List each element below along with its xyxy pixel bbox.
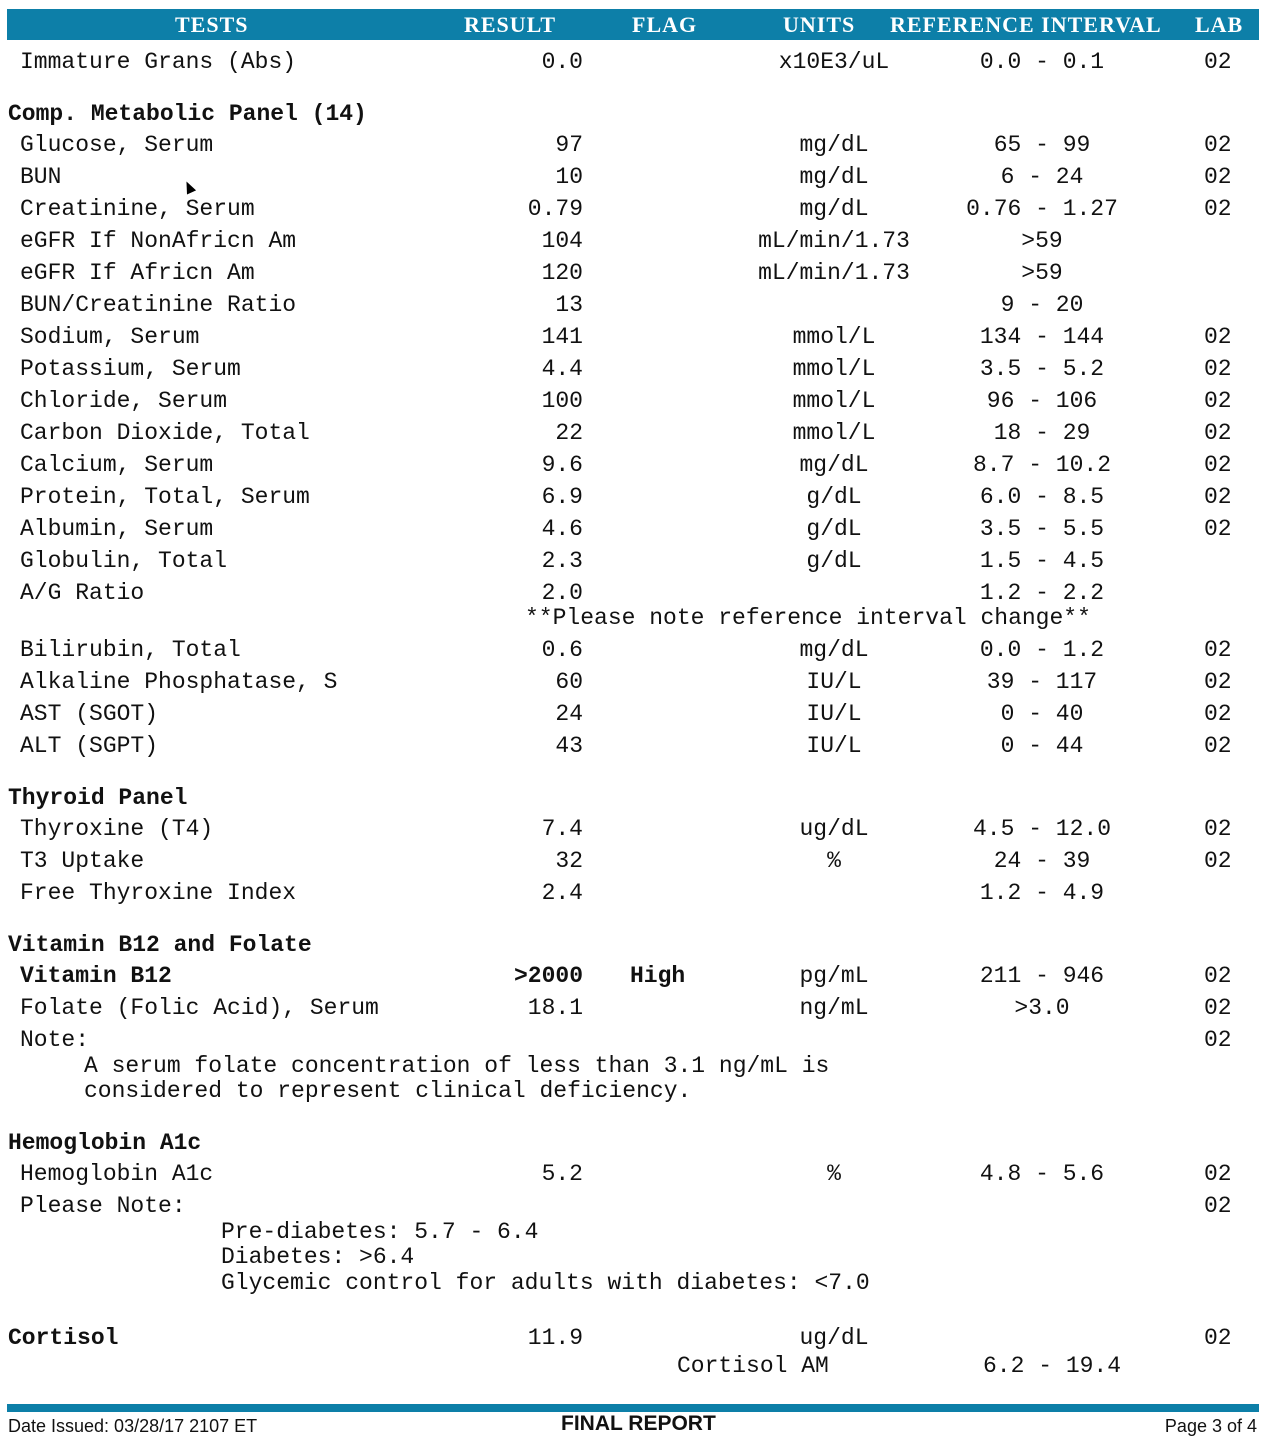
result-value: >2000 [513,963,583,989]
lab-code: 02 [1204,733,1232,759]
reference-interval: >59 [1021,228,1063,254]
table-row [0,635,1269,665]
result-value: 141 [541,324,583,350]
units-value: ug/dL [799,1325,869,1351]
result-value: 43 [555,733,583,759]
reference-interval: 211 - 946 [979,963,1105,989]
test-name: Bilirubin, Total [20,637,241,663]
units-value: mg/dL [799,132,869,158]
header-tests: TESTS [175,12,249,37]
reference-interval: 1.2 - 4.9 [979,880,1105,906]
reference-interval: >3.0 [1014,995,1070,1021]
note-text: Diabetes: >6.4 [221,1244,415,1270]
units-value: IU/L [806,733,862,759]
units-value: x10E3/uL [778,49,890,75]
lab-code: 02 [1204,420,1232,446]
units-value: mg/dL [799,452,869,478]
table-row [0,226,1269,256]
test-name: eGFR If Africn Am [20,260,255,286]
table-header [7,9,1259,40]
result-value: 4.6 [541,516,583,542]
test-name: Folate (Folic Acid), Serum [20,995,379,1021]
section-heading [0,99,1269,129]
reference-interval: 4.5 - 12.0 [972,816,1112,842]
reference-interval: 9 - 20 [1000,292,1084,318]
units-value: mmol/L [792,420,876,446]
reference-interval: 39 - 117 [986,669,1098,695]
test-name: ALT (SGPT) [20,733,159,759]
table-row [0,258,1269,288]
test-name: T3 Uptake [20,848,145,874]
table-row [0,731,1269,761]
note-text: Pre-diabetes: 5.7 - 6.4 [221,1219,539,1245]
units-value: mL/min/1.73 [758,228,910,254]
test-name: eGFR If NonAfricn Am [20,228,297,254]
table-row [0,814,1269,844]
units-value: mg/dL [799,637,869,663]
units-value: pg/mL [799,963,869,989]
units-value: % [827,1161,841,1187]
test-name: Alkaline Phosphatase, S [20,669,338,695]
note-line [0,603,1269,633]
lab-code: 02 [1204,484,1232,510]
note-line [0,1076,1269,1106]
units-value: mg/dL [799,164,869,190]
section-title: Hemoglobin A1c [8,1130,202,1156]
table-row [0,450,1269,480]
lab-code: 02 [1204,848,1232,874]
result-value: 22 [555,420,583,446]
lab-code: 02 [1204,164,1232,190]
header-flag: FLAG [632,12,698,37]
result-value: 0.0 [541,49,583,75]
test-name: BUN/Creatinine Ratio [20,292,297,318]
reference-interval: >59 [1021,260,1063,286]
footer-bar [7,1404,1259,1412]
reference-interval: 0 - 40 [1000,701,1084,727]
lab-code: 02 [1204,995,1232,1021]
units-value: mL/min/1.73 [758,260,910,286]
table-row [0,482,1269,512]
test-name: Please Note: [20,1193,186,1219]
test-name: Glucose, Serum [20,132,214,158]
footer-final-report: FINAL REPORT [561,1412,716,1435]
section-title: Thyroid Panel [8,785,188,811]
note-text: **Please note reference interval change** [525,605,1091,631]
reference-interval: 6 - 24 [1000,164,1084,190]
table-row [0,1159,1269,1189]
test-name: Creatinine, Serum [20,196,255,222]
lab-code: 02 [1204,356,1232,382]
result-value: 2.0 [541,580,583,606]
lab-code: 02 [1204,1325,1232,1351]
result-value: 100 [541,388,583,414]
result-value: 9.6 [541,452,583,478]
result-value: 5.2 [541,1161,583,1187]
lab-code: 02 [1204,816,1232,842]
reference-interval: 0.0 - 1.2 [979,637,1105,663]
result-value: 32 [555,848,583,874]
units-value: IU/L [806,701,862,727]
note-text: Cortisol AM [677,1353,829,1379]
units-value: mmol/L [792,356,876,382]
lab-code: 02 [1204,963,1232,989]
units-value: g/dL [806,516,862,542]
lab-code: 02 [1204,637,1232,663]
test-name: Cortisol [8,1325,119,1351]
units-value: g/dL [806,484,862,510]
note-text: A serum folate concentration of less than 3.1 ng/mL is [84,1053,830,1079]
note-text: Glycemic control for adults with diabetes: <7.0 [221,1270,870,1296]
reference-interval: 3.5 - 5.5 [979,516,1105,542]
table-row [0,667,1269,697]
lab-code: 02 [1204,701,1232,727]
table-row [0,514,1269,544]
lab-code: 02 [1204,1161,1232,1187]
lab-code: 02 [1204,196,1232,222]
table-row [0,354,1269,384]
test-name: Calcium, Serum [20,452,214,478]
note-text: 6.2 - 19.4 [983,1353,1122,1379]
table-row [0,546,1269,576]
test-name: BUN [20,164,62,190]
reference-interval: 3.5 - 5.2 [979,356,1105,382]
section-heading [0,1128,1269,1158]
table-row [0,130,1269,160]
reference-interval: 96 - 106 [986,388,1098,414]
reference-interval: 1.5 - 4.5 [979,548,1105,574]
result-value: 13 [555,292,583,318]
header-units: UNITS [783,12,856,37]
lab-code: 02 [1204,132,1232,158]
note-line [0,1268,1269,1298]
test-name: Free Thyroxine Index [20,880,297,906]
result-value: 7.4 [541,816,583,842]
test-name: Albumin, Serum [20,516,214,542]
reference-interval: 6.0 - 8.5 [979,484,1105,510]
test-name: AST (SGOT) [20,701,159,727]
result-value: 60 [555,669,583,695]
lab-code: 02 [1204,452,1232,478]
section-heading [0,783,1269,813]
lab-code: 02 [1204,669,1232,695]
result-value: 24 [555,701,583,727]
table-row [0,194,1269,224]
result-value: 4.4 [541,356,583,382]
test-name: Sodium, Serum [20,324,200,350]
reference-interval: 0.76 - 1.27 [966,196,1118,222]
test-name: Hemoglobin A1c [20,1161,214,1187]
result-value: 18.1 [527,995,583,1021]
header-lab: LAB [1195,12,1244,37]
header-result: RESULT [464,12,557,37]
result-value: 2.4 [541,880,583,906]
result-value: 10 [555,164,583,190]
result-value: 6.9 [541,484,583,510]
units-value: ug/dL [799,816,869,842]
units-value: g/dL [806,548,862,574]
table-row [0,386,1269,416]
table-row [0,418,1269,448]
table-row [0,993,1269,1023]
reference-interval: 18 - 29 [993,420,1091,446]
reference-interval: 0 - 44 [1000,733,1084,759]
result-value: 120 [541,260,583,286]
table-row [0,846,1269,876]
table-row [0,290,1269,320]
result-value: 11.9 [527,1325,583,1351]
footer-date-issued: Date Issued: 03/28/17 2107 ET [8,1416,258,1436]
result-value: 97 [555,132,583,158]
reference-interval: 65 - 99 [993,132,1091,158]
units-value: mmol/L [792,324,876,350]
test-name: Vitamin B12 [20,963,172,989]
table-row [0,699,1269,729]
section-title: Comp. Metabolic Panel (14) [8,101,367,127]
table-row [0,47,1269,77]
test-name: Note: [20,1027,90,1053]
lab-code: 02 [1204,1193,1232,1219]
note-text: considered to represent clinical deficiency. [84,1078,692,1104]
reference-interval: 1.2 - 2.2 [979,580,1105,606]
table-row [0,322,1269,352]
units-value: mg/dL [799,196,869,222]
reference-interval: 134 - 144 [979,324,1105,350]
test-name: Chloride, Serum [20,388,228,414]
units-value: ng/mL [799,995,869,1021]
lab-code: 02 [1204,516,1232,542]
lab-code: 02 [1204,49,1232,75]
section-heading [0,930,1269,960]
reference-interval: 4.8 - 5.6 [979,1161,1105,1187]
flag-value: High [630,963,686,989]
header-reference-interval: REFERENCE INTERVAL [890,12,1162,37]
test-name: A/G Ratio [20,580,145,606]
result-value: 0.79 [527,196,583,222]
units-value: IU/L [806,669,862,695]
test-name: Globulin, Total [20,548,228,574]
units-value: % [827,848,841,874]
section-title: Vitamin B12 and Folate [8,932,312,958]
note-line [0,1351,1269,1381]
result-value: 0.6 [541,637,583,663]
test-name: Protein, Total, Serum [20,484,310,510]
reference-interval: 8.7 - 10.2 [972,452,1112,478]
lab-code: 02 [1204,324,1232,350]
test-name: Potassium, Serum [20,356,241,382]
table-row [0,1323,1269,1353]
lab-code: 02 [1204,388,1232,414]
table-row [0,878,1269,908]
test-name: Carbon Dioxide, Total [20,420,310,446]
units-value: mmol/L [792,388,876,414]
test-name: Thyroxine (T4) [20,816,214,842]
lab-code: 02 [1204,1027,1232,1053]
result-value: 2.3 [541,548,583,574]
table-row [0,961,1269,991]
result-value: 104 [541,228,583,254]
reference-interval: 0.0 - 0.1 [979,49,1105,75]
reference-interval: 24 - 39 [993,848,1091,874]
test-name: Immature Grans (Abs) [20,49,297,75]
footer-page-number: Page 3 of 4 [1164,1416,1257,1436]
